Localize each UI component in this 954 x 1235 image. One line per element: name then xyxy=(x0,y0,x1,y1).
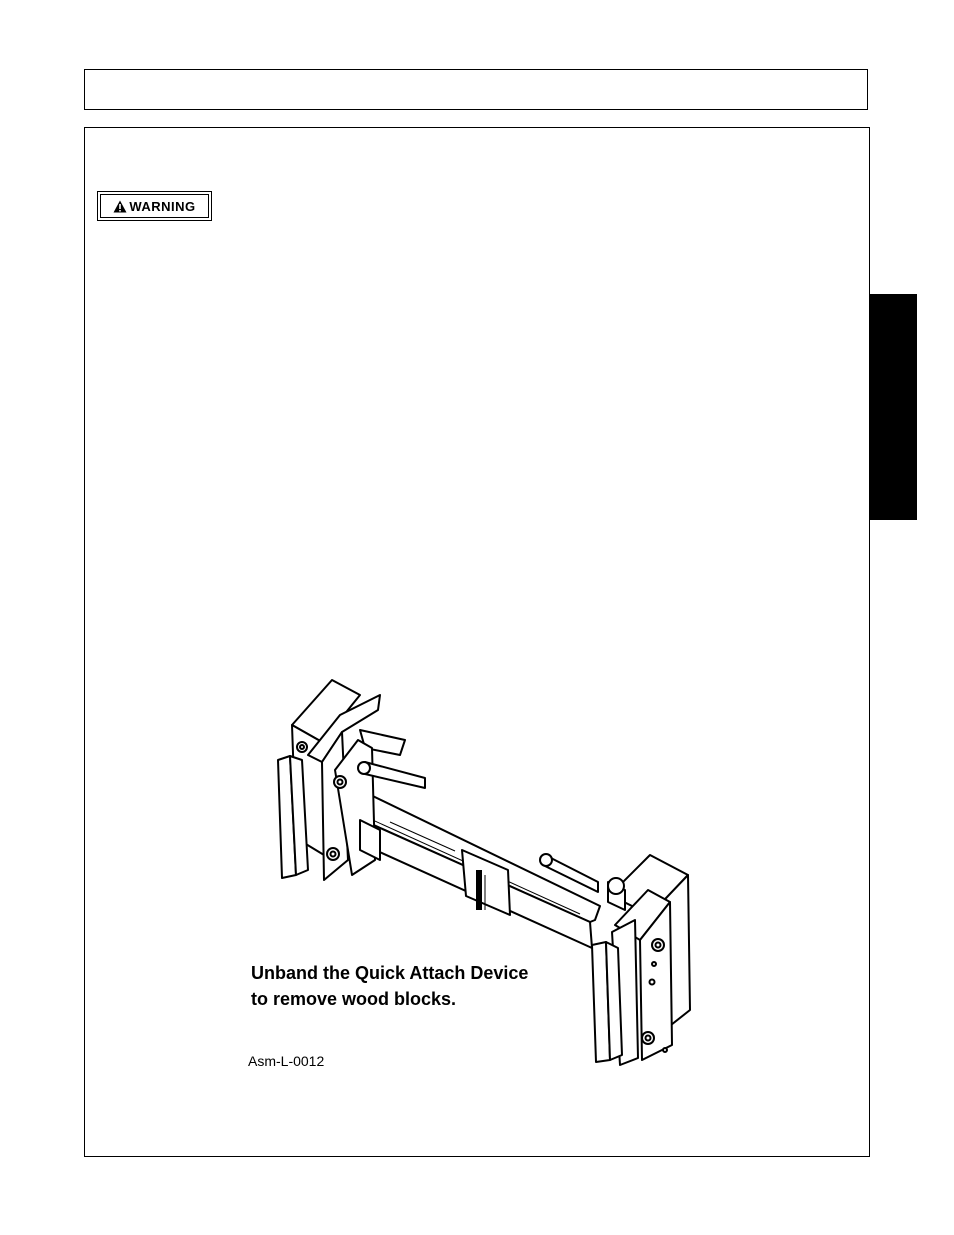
warning-label-inner xyxy=(100,194,209,218)
figure-caption-line-1: Unband the Quick Attach Device xyxy=(251,963,529,983)
warning-triangle-icon xyxy=(113,200,127,213)
section-tab xyxy=(869,294,917,520)
warning-label xyxy=(97,191,212,221)
warning-text: WARNING xyxy=(129,198,196,214)
quick-attach-drawing xyxy=(240,670,700,1080)
figure-caption-line-2: to remove wood blocks. xyxy=(251,989,457,1009)
figure-caption xyxy=(251,960,528,1012)
page-header-box xyxy=(84,69,868,110)
figure-id: Asm-L-0012 xyxy=(248,1053,325,1069)
quick-attach-illustration xyxy=(240,670,700,1080)
